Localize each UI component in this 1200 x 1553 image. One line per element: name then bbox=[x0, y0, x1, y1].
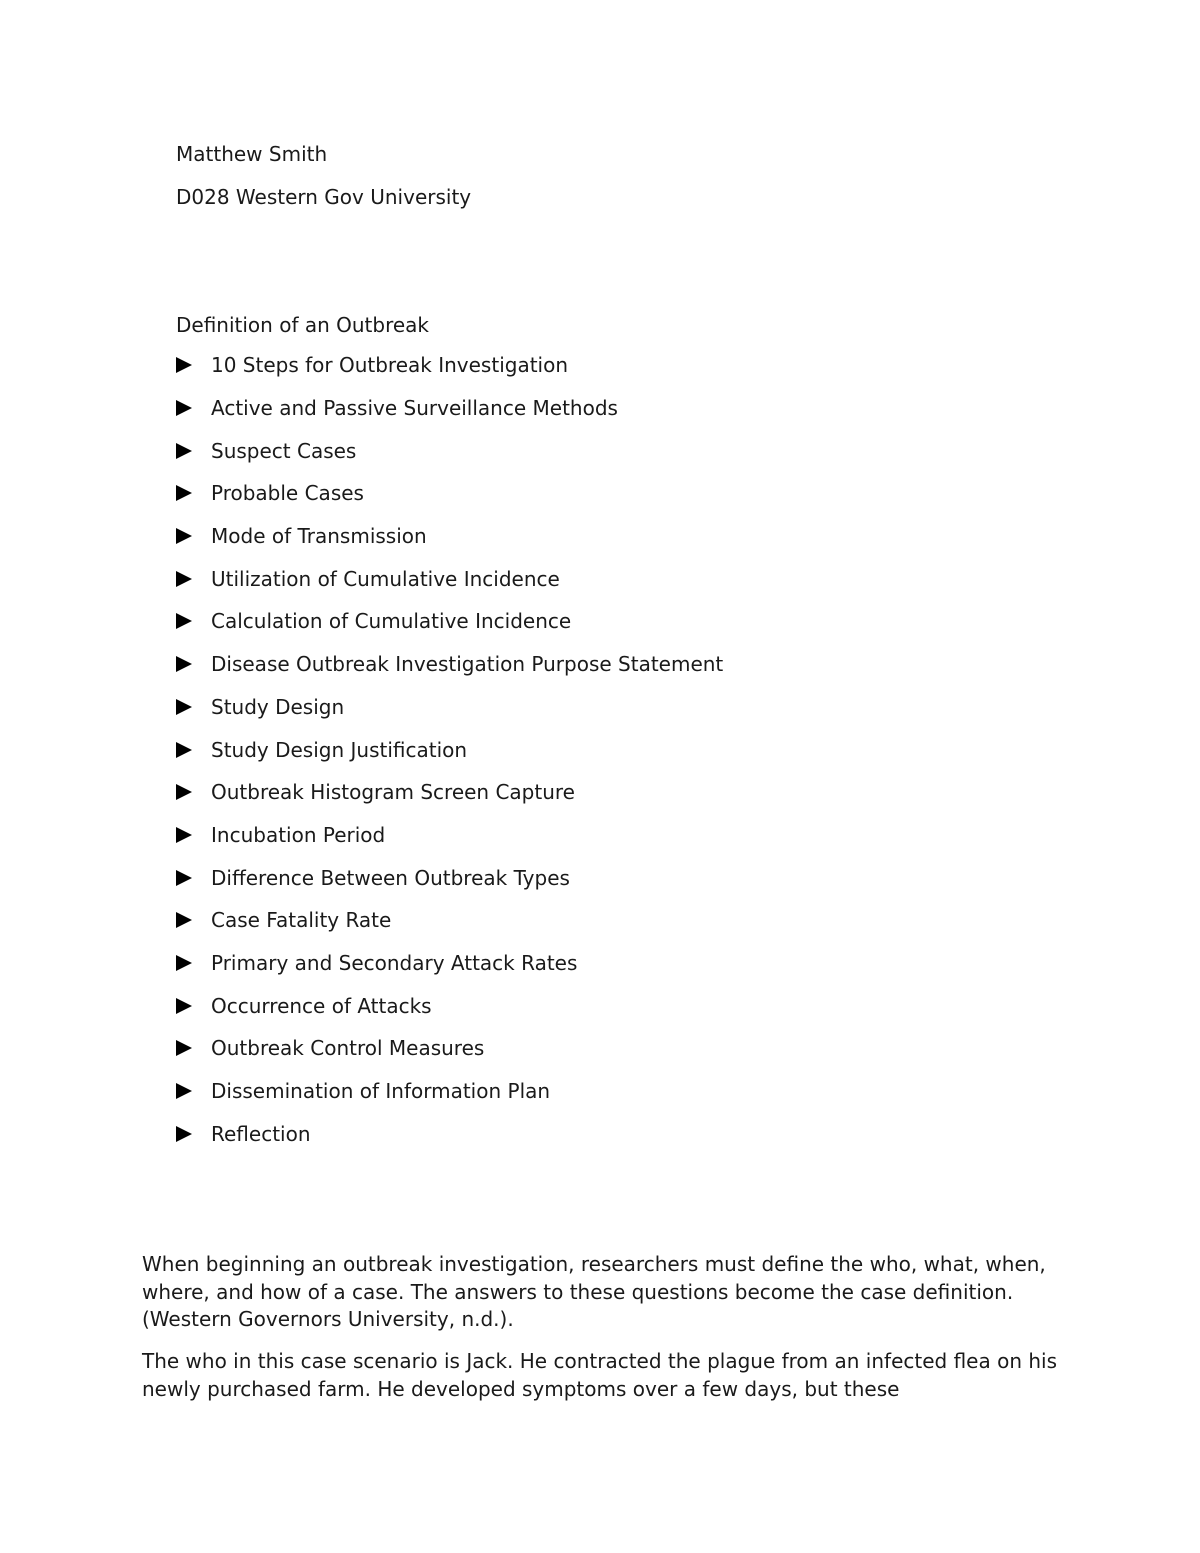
toc-item[interactable] bbox=[176, 1036, 723, 1082]
triangle-right-icon bbox=[176, 443, 192, 459]
toc-item-label: Study Design Justification bbox=[211, 737, 468, 762]
toc-item-label: Outbreak Control Measures bbox=[211, 1036, 485, 1061]
toc-item-label: Active and Passive Surveillance Methods bbox=[211, 396, 618, 421]
toc-item-label: Suspect Cases bbox=[211, 438, 357, 463]
triangle-right-icon bbox=[176, 1126, 192, 1142]
toc-item-label: Difference Between Outbreak Types bbox=[211, 865, 570, 890]
toc-item[interactable] bbox=[176, 993, 723, 1039]
toc-item-label: 10 Steps for Outbreak Investigation bbox=[211, 353, 569, 378]
triangle-right-icon bbox=[176, 485, 192, 501]
toc-item[interactable] bbox=[176, 694, 723, 741]
toc-item[interactable] bbox=[176, 566, 723, 612]
toc-item[interactable] bbox=[176, 865, 723, 911]
toc-item-label: Study Design bbox=[211, 694, 345, 719]
triangle-right-icon bbox=[176, 357, 192, 373]
toc-item-label: Primary and Secondary Attack Rates bbox=[211, 950, 578, 975]
body-paragraph: When beginning an outbreak investigation, researchers must define the who, what, when, where, and how of a case. The answers to these questions become the case definition. (Western Governors University, n.d.). bbox=[142, 1252, 1046, 1331]
toc-item[interactable] bbox=[176, 737, 723, 783]
toc-item-label: Reflection bbox=[211, 1121, 311, 1146]
toc-item-label: Occurrence of Attacks bbox=[211, 993, 432, 1018]
toc-item[interactable] bbox=[176, 822, 723, 869]
toc-list bbox=[176, 353, 724, 1167]
course-name: D028 Western Gov University bbox=[176, 185, 472, 209]
toc-item[interactable] bbox=[176, 609, 723, 655]
triangle-right-icon bbox=[176, 955, 192, 971]
toc-item[interactable] bbox=[176, 438, 723, 484]
triangle-right-icon bbox=[176, 1040, 192, 1056]
toc-item-label: Outbreak Histogram Screen Capture bbox=[211, 780, 575, 805]
author-name: Matthew Smith bbox=[176, 142, 328, 166]
toc-heading: Definition of an Outbreak bbox=[176, 313, 430, 337]
toc-item[interactable] bbox=[176, 908, 723, 954]
toc-item[interactable] bbox=[176, 481, 723, 527]
toc-item-label: Dissemination of Information Plan bbox=[211, 1079, 551, 1104]
triangle-right-icon bbox=[176, 742, 192, 758]
triangle-right-icon bbox=[176, 827, 192, 843]
triangle-right-icon bbox=[176, 613, 192, 629]
triangle-right-icon bbox=[176, 998, 192, 1014]
toc-item[interactable] bbox=[176, 353, 723, 399]
toc-item-label: Calculation of Cumulative Incidence bbox=[211, 609, 572, 634]
triangle-right-icon bbox=[176, 400, 192, 416]
toc-item-label: Mode of Transmission bbox=[211, 524, 427, 549]
toc-item-label: Probable Cases bbox=[211, 481, 364, 506]
toc-item[interactable] bbox=[176, 524, 723, 570]
toc-item[interactable] bbox=[176, 950, 723, 997]
triangle-right-icon bbox=[176, 656, 192, 672]
toc-item-label: Incubation Period bbox=[211, 822, 386, 847]
triangle-right-icon bbox=[176, 571, 192, 587]
triangle-right-icon bbox=[176, 1083, 192, 1099]
toc-item[interactable] bbox=[176, 396, 723, 442]
body-paragraph: The who in this case scenario is Jack. He contracted the plague from an infected flea on his newly purchased farm. He developed symptoms over a few days, but these bbox=[142, 1349, 1058, 1401]
toc-item-label: Disease Outbreak Investigation Purpose Statement bbox=[211, 652, 724, 677]
triangle-right-icon bbox=[176, 699, 192, 715]
toc-item[interactable] bbox=[176, 1079, 723, 1125]
toc-item[interactable] bbox=[176, 780, 723, 826]
toc-item[interactable] bbox=[176, 652, 724, 698]
toc-item[interactable] bbox=[176, 1121, 723, 1167]
triangle-right-icon bbox=[176, 784, 192, 800]
toc-item-label: Case Fatality Rate bbox=[211, 908, 392, 933]
toc-item-label: Utilization of Cumulative Incidence bbox=[211, 566, 560, 591]
triangle-right-icon bbox=[176, 528, 192, 544]
triangle-right-icon bbox=[176, 870, 192, 886]
triangle-right-icon bbox=[176, 912, 192, 928]
